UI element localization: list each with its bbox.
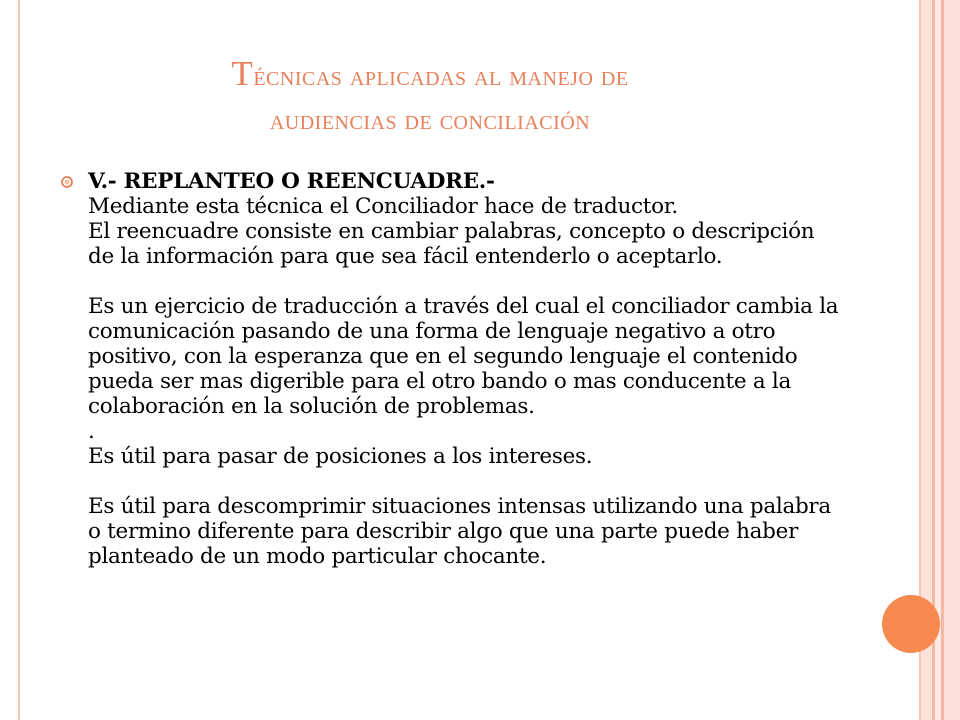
section-heading: V.- REPLANTEO O REENCUADRE.-	[88, 169, 495, 194]
paragraph-4: Es útil para descomprimir situaciones intensas utilizando una palabra o termino diferente para describir algo que una parte puede haber planteado de un modo particular chocante.	[88, 494, 831, 569]
paragraph-2: Es un ejercicio de traducción a través del cual el conciliador cambia la comunicación pasando de una forma de lenguaje negativo a otro positivo, con la esperanza que en el segundo lenguaje el contenido pueda ser mas digerible para el otro bando o mas conducente a la colaboración en la solución de problemas.	[88, 294, 839, 419]
paragraph-1: El reencuadre consiste en cambiar palabras, concepto o descripción de la información para que sea fácil entenderlo o aceptarlo.	[88, 219, 815, 269]
paragraph-3: Es útil para pasar de posiciones a los intereses.	[88, 444, 593, 469]
title-first-letter: T	[231, 54, 254, 93]
intro-line: Mediante esta técnica el Conciliador hace de traductor.	[88, 194, 678, 219]
title-line1: écnicas aplicadas al manejo de	[253, 61, 629, 92]
bullet-text	[88, 169, 840, 569]
decorative-circle	[882, 595, 940, 653]
circle-bullet-icon	[60, 175, 74, 189]
title-line2: audiencias de conciliación	[269, 105, 591, 136]
dot-line: .	[88, 419, 95, 444]
slide-content	[60, 169, 840, 569]
slide-title	[40, 52, 820, 143]
